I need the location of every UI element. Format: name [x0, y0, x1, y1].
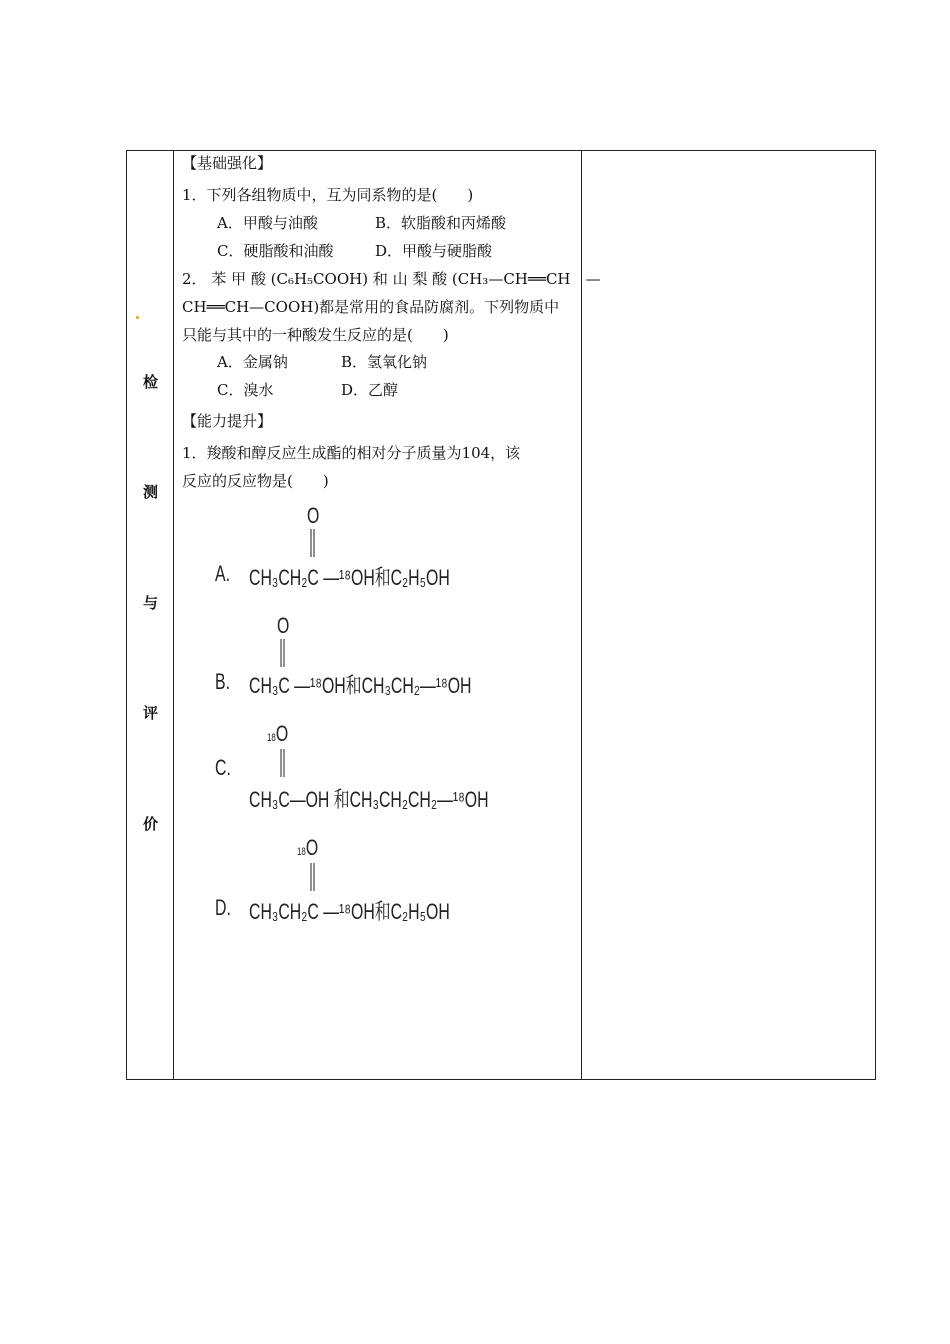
section-heading-basic: 【基础强化】 [182, 154, 273, 172]
question-stem: CH══CH—COOH)都是常用的食品防腐剂。下列物质中 [182, 298, 560, 316]
carbonyl-oxygen: O [307, 503, 320, 528]
double-bond [280, 749, 286, 779]
notes-column [582, 151, 875, 1079]
question-stem: 只能与其中的一种酸发生反应的是( ) [182, 326, 449, 344]
answer-option: B．氢氧化钠 [341, 353, 428, 371]
side-label-char: 与 [142, 594, 158, 612]
isotope-oxygen: 18O [267, 721, 289, 746]
carbonyl-oxygen: O [277, 613, 290, 638]
answer-option: C．溴水 [217, 381, 274, 399]
option-b-formula: CH₃C —¹⁸OH和CH₃CH₂—¹⁸OH [249, 673, 472, 698]
isotope-oxygen: 18O [297, 835, 319, 860]
side-label-char: 测 [142, 483, 158, 501]
option-a-label: A. [215, 561, 230, 586]
question-stem: 1．下列各组物质中，互为同系物的是( ) [182, 186, 474, 204]
answer-option: D．乙醇 [341, 381, 399, 399]
answer-option: A．金属钠 [217, 353, 288, 371]
side-label-char: 价 [142, 815, 158, 833]
question-stem: 2． 苯 甲 酸 (C₆H₅COOH) 和 山 梨 酸 (CH₃—CH══CH — [182, 270, 601, 288]
double-bond [310, 529, 316, 559]
answer-option: B．软脂酸和丙烯酸 [375, 214, 507, 232]
answer-option: D．甲酸与硬脂酸 [375, 242, 493, 260]
option-a-formula: CH₃CH₂C —¹⁸OH和C₂H₅OH [249, 565, 450, 590]
option-c-formula: CH₃C—OH 和CH₃CH₂CH₂—¹⁸OH [249, 787, 489, 812]
answer-option: C．硬脂酸和油酸 [217, 242, 334, 260]
question-stem: 反应的反应物是( ) [182, 472, 329, 490]
option-d-formula: CH₃CH₂C —¹⁸OH和C₂H₅OH [249, 899, 450, 924]
section-heading-advanced: 【能力提升】 [182, 412, 273, 430]
answer-option: A．甲酸与油酸 [217, 214, 318, 232]
question-stem: 1．羧酸和醇反应生成酯的相对分子质量为104，该 [182, 444, 521, 462]
double-bond [280, 639, 286, 669]
column-divider [173, 151, 174, 1079]
decor-dot [136, 316, 139, 319]
side-label-char: 检 [142, 373, 158, 391]
option-c-label: C. [215, 755, 231, 780]
side-label-char: 评 [142, 704, 158, 722]
option-b-label: B. [215, 669, 230, 694]
option-d-label: D. [215, 895, 231, 920]
double-bond [310, 863, 316, 893]
evaluation-table [126, 150, 876, 1080]
